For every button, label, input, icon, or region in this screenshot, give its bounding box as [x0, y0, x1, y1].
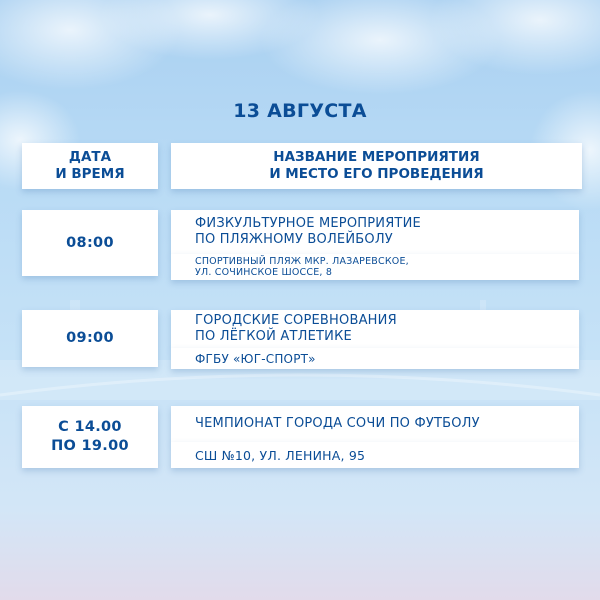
event-1-place: СПОРТИВНЫЙ ПЛЯЖ МКР. ЛАЗАРЕВСКОЕ, УЛ. СОЧИНСКОЕ ШОССЕ, 8 [171, 254, 579, 280]
event-1-time: 08:00 [22, 210, 158, 276]
page-title: 13 АВГУСТА [233, 100, 367, 122]
event-3-place: СШ №10, УЛ. ЛЕНИНА, 95 [171, 442, 579, 468]
header-event-name-place: НАЗВАНИЕ МЕРОПРИЯТИЯ И МЕСТО ЕГО ПРОВЕДЕНИЯ [171, 143, 582, 189]
event-2-time: 09:00 [22, 310, 158, 367]
event-2-place: ФГБУ «ЮГ-СПОРТ» [171, 348, 579, 369]
event-2-name: ГОРОДСКИЕ СОРЕВНОВАНИЯ ПО ЛЁГКОЙ АТЛЕТИКЕ [171, 310, 579, 348]
event-3-name: ЧЕМПИОНАТ ГОРОДА СОЧИ ПО ФУТБОЛУ [171, 406, 579, 442]
event-3-time: С 14.00 ПО 19.00 [22, 406, 158, 468]
header-date-time: ДАТА И ВРЕМЯ [22, 143, 158, 189]
event-1-name: ФИЗКУЛЬТУРНОЕ МЕРОПРИЯТИЕ ПО ПЛЯЖНОМУ ВОЛЕЙБОЛУ [171, 210, 579, 254]
